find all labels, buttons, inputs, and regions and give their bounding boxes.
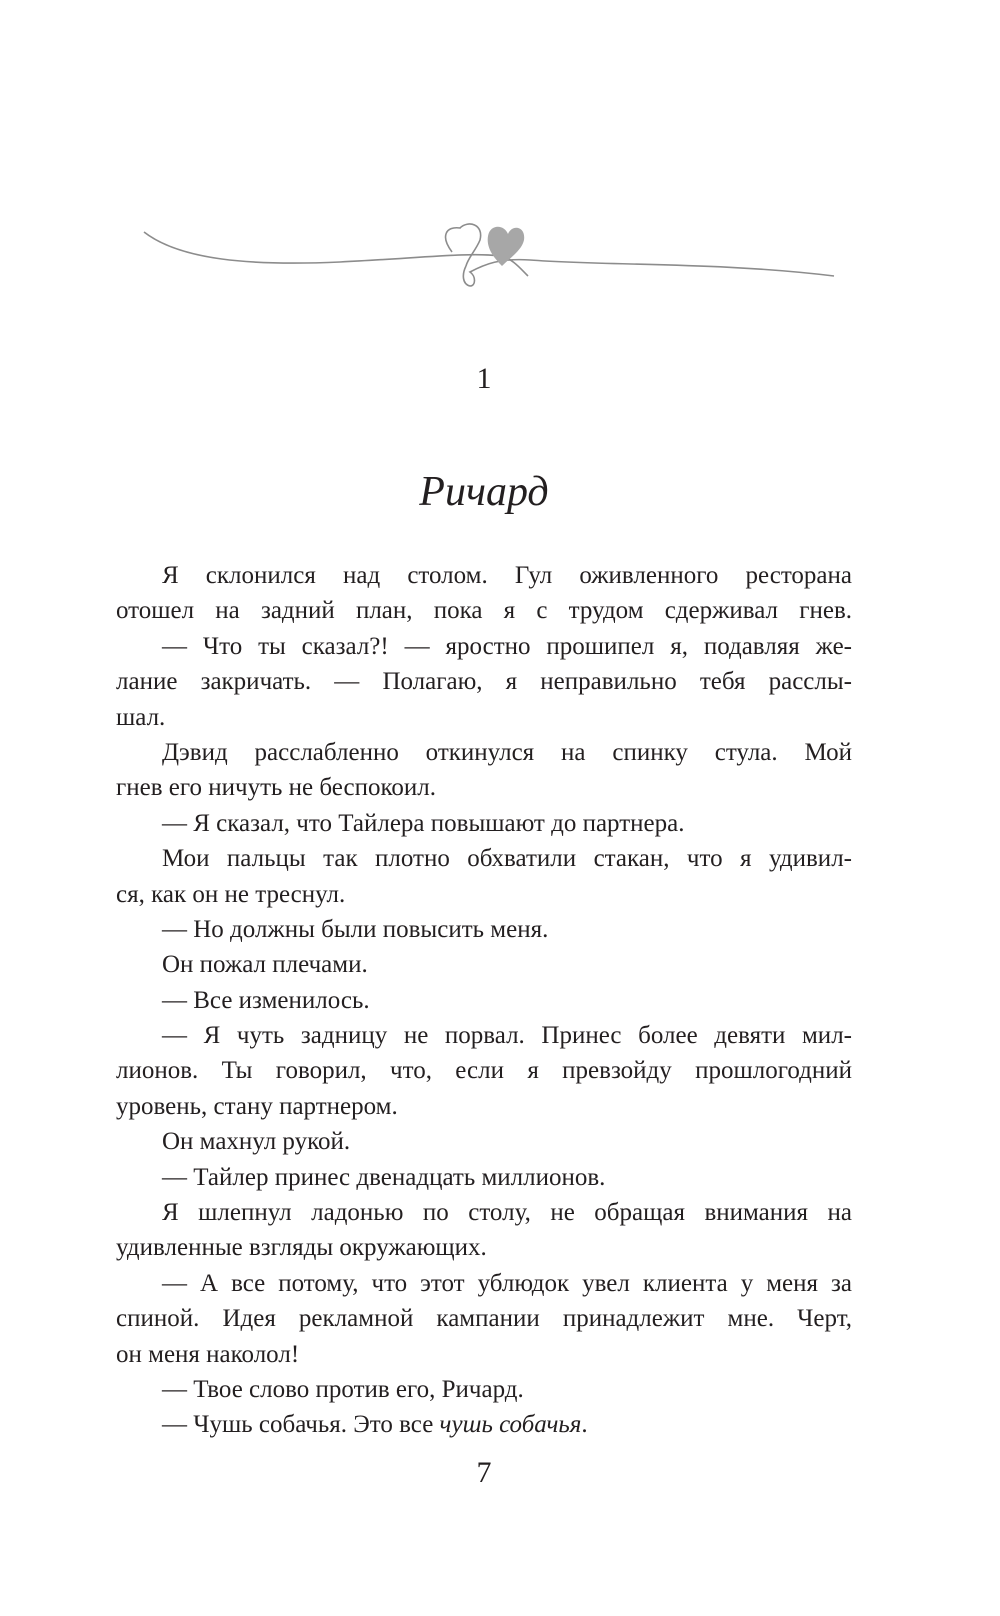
chapter-title: Ричард — [419, 469, 549, 515]
text-line: лионов. Ты говорил, что, если я превзойду прошлогодний — [116, 1057, 852, 1085]
text-line: — Что ты сказал?! — яростно прошипел я, подавляя же- — [162, 632, 852, 660]
text-line: — Я сказал, что Тайлера повышают до партнера. — [162, 809, 685, 837]
text-line: он меня наколол! — [116, 1340, 300, 1368]
chapter-number: 1 — [476, 362, 492, 395]
heart-ornament-icon — [140, 214, 840, 314]
text-line: гнев его ничуть не беспокоил. — [116, 774, 436, 802]
text-line: Я шлепнул ладонью по столу, не обращая внимания на — [162, 1199, 852, 1227]
emphasized-text: чушь собачья — [439, 1411, 582, 1439]
text-line: — Но должны были повысить меня. — [162, 915, 549, 943]
text-line: спиной. Идея рекламной кампании принадлежит мне. Черт, — [116, 1305, 852, 1333]
text-line: — Все изменилось. — [162, 986, 370, 1014]
text-line: Дэвид расслабленно откинулся на спинку стула. Мой — [162, 738, 852, 766]
text-line: Я склонился над столом. Гул оживленного ресторана — [162, 562, 852, 589]
page-number: 7 — [476, 1456, 492, 1489]
text-line: ся, как он не треснул. — [116, 880, 346, 908]
text-line: Он пожал плечами. — [162, 951, 368, 979]
text-line: — Я чуть задницу не порвал. Принес более девяти мил- — [162, 1022, 852, 1050]
dialogue-text: — Чушь собачья. Это все — [162, 1411, 440, 1439]
text-line: — Твое слово против его, Ричард. — [162, 1375, 524, 1403]
text-line: уровень, стану партнером. — [116, 1092, 398, 1120]
chapter-body — [116, 558, 852, 1443]
text-line: Мои пальцы так плотно обхватили стакан, что я удивил- — [162, 845, 852, 873]
text-line-last — [116, 1407, 852, 1442]
sentence-end: . — [581, 1411, 588, 1439]
text-line: лание закричать. — Полагаю, я неправильно тебя расслы- — [116, 668, 852, 696]
text-line: удивленные взгляды окружающих. — [116, 1234, 487, 1262]
text-line: Он махнул рукой. — [162, 1128, 351, 1156]
text-line: — Тайлер принес двенадцать миллионов. — [162, 1163, 606, 1191]
text-line: отошел на задний план, пока я с трудом сдерживал гнев. — [116, 597, 852, 625]
text-line: — А все потому, что этот ублюдок увел клиента у меня за — [162, 1269, 852, 1297]
text-line: шал. — [116, 703, 166, 731]
